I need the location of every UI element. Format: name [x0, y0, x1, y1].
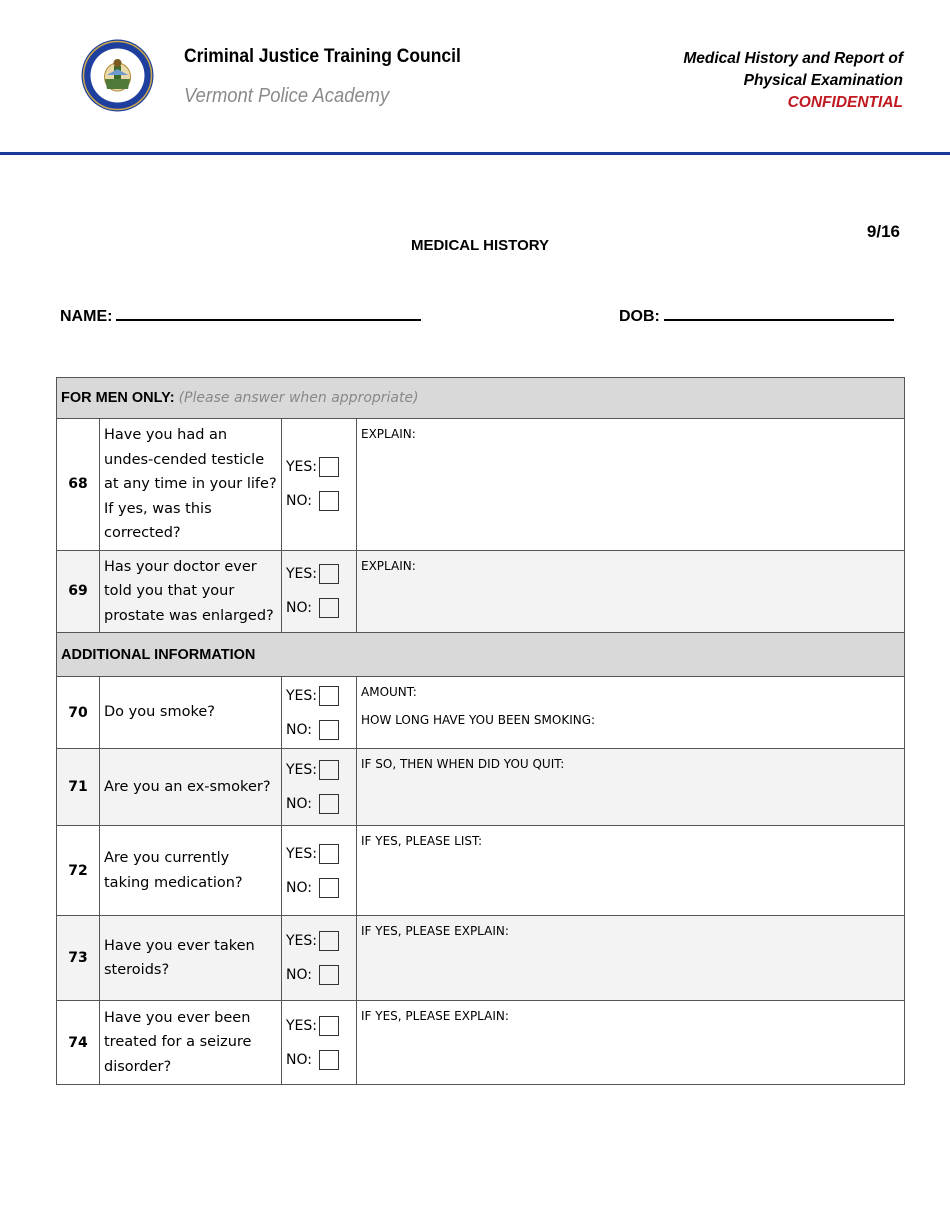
- yes-no-choices: [282, 677, 357, 749]
- question-text: Have you had an undes-cended testicle at any time in your life? If yes, was this corrected?: [100, 419, 282, 551]
- yes-no-choices: [282, 550, 357, 633]
- no-label: NO:: [286, 600, 312, 617]
- question-row-72: [57, 826, 905, 916]
- document-title-line-2: Physical Examination: [743, 72, 903, 89]
- yes-checkbox[interactable]: [319, 1016, 339, 1036]
- explain-label: IF YES, PLEASE EXPLAIN:: [361, 1009, 509, 1023]
- no-checkbox[interactable]: [319, 720, 339, 740]
- question-row-74: [57, 1001, 905, 1085]
- men-only-note: (Please answer when appropriate): [178, 390, 419, 406]
- explain-field[interactable]: [357, 916, 905, 1001]
- question-number: 72: [57, 826, 100, 916]
- yes-checkbox[interactable]: [319, 760, 339, 780]
- question-text: Have you ever taken steroids?: [100, 916, 282, 1001]
- explain-label: EXPLAIN:: [361, 427, 416, 441]
- no-checkbox[interactable]: [319, 965, 339, 985]
- dob-label: DOB:: [619, 308, 660, 325]
- page-number: 9/16: [866, 222, 900, 241]
- smoking-duration-label: HOW LONG HAVE YOU BEEN SMOKING:: [361, 713, 596, 727]
- no-checkbox[interactable]: [319, 878, 339, 898]
- additional-info-header: ADDITIONAL INFORMATION: [61, 646, 256, 663]
- question-text: Have you ever been treated for a seizure disorder?: [100, 1001, 282, 1085]
- yes-checkbox[interactable]: [319, 457, 339, 477]
- yes-no-choices: [282, 916, 357, 1001]
- yes-label: YES:: [286, 566, 318, 583]
- question-text: Are you an ex-smoker?: [100, 749, 282, 826]
- name-label: NAME:: [60, 308, 113, 325]
- explain-field[interactable]: [357, 677, 905, 749]
- question-text: Has your doctor ever told you that your prostate was enlarged?: [100, 550, 282, 633]
- question-row-69: [57, 550, 905, 633]
- vermont-seal-logo: [81, 39, 154, 112]
- question-row-71: [57, 749, 905, 826]
- yes-checkbox[interactable]: [319, 844, 339, 864]
- explain-label: IF SO, THEN WHEN DID YOU QUIT:: [361, 757, 565, 771]
- yes-label: YES:: [286, 933, 318, 949]
- explain-field[interactable]: [357, 826, 905, 916]
- yes-no-choices: [282, 749, 357, 826]
- header-divider: [0, 152, 950, 155]
- men-only-header-row: [57, 378, 905, 419]
- explain-label: IF YES, PLEASE LIST:: [361, 834, 483, 848]
- document-title-line-1: Medical History and Report of: [683, 50, 903, 67]
- explain-field[interactable]: [357, 550, 905, 633]
- explain-label: IF YES, PLEASE EXPLAIN:: [361, 924, 509, 938]
- no-checkbox[interactable]: [319, 1050, 339, 1070]
- question-number: 71: [57, 749, 100, 826]
- yes-no-choices: [282, 419, 357, 551]
- amount-label: AMOUNT:: [361, 685, 417, 699]
- yes-checkbox[interactable]: [319, 564, 339, 584]
- no-label: NO:: [286, 493, 312, 510]
- organization-title: Criminal Justice Training Council: [184, 46, 461, 67]
- no-label: NO:: [286, 1051, 312, 1068]
- explain-field[interactable]: [357, 1001, 905, 1085]
- yes-label: YES:: [286, 687, 318, 704]
- document-title: [683, 48, 903, 114]
- men-only-header: FOR MEN ONLY:: [61, 390, 175, 406]
- yes-checkbox[interactable]: [319, 686, 339, 706]
- section-title: MEDICAL HISTORY: [410, 237, 550, 254]
- no-checkbox[interactable]: [319, 794, 339, 814]
- no-label: NO:: [286, 796, 312, 812]
- question-number: 74: [57, 1001, 100, 1085]
- yes-label: YES:: [286, 1017, 318, 1034]
- no-label: NO:: [286, 721, 312, 738]
- confidential-label: CONFIDENTIAL: [787, 94, 903, 111]
- name-field: [60, 305, 421, 326]
- no-label: NO:: [286, 879, 312, 896]
- question-number: 68: [57, 419, 100, 551]
- question-row-70: [57, 677, 905, 749]
- question-number: 70: [57, 677, 100, 749]
- question-number: 69: [57, 550, 100, 633]
- explain-field[interactable]: [357, 419, 905, 551]
- dob-input-line[interactable]: [664, 305, 894, 321]
- yes-no-choices: [282, 1001, 357, 1085]
- yes-no-choices: [282, 826, 357, 916]
- no-checkbox[interactable]: [319, 491, 339, 511]
- medical-history-table: [56, 377, 905, 1085]
- yes-label: YES:: [286, 845, 318, 862]
- no-checkbox[interactable]: [319, 598, 339, 618]
- explain-label: EXPLAIN:: [361, 558, 416, 573]
- no-label: NO:: [286, 967, 312, 983]
- question-row-73: [57, 916, 905, 1001]
- yes-label: YES:: [286, 762, 318, 778]
- additional-info-header-row: [57, 633, 905, 677]
- question-text: Are you currently taking medication?: [100, 826, 282, 916]
- dob-field: [619, 305, 894, 326]
- organization-subtitle: Vermont Police Academy: [184, 85, 390, 107]
- question-text: Do you smoke?: [100, 677, 282, 749]
- question-number: 73: [57, 916, 100, 1001]
- question-row-68: [57, 419, 905, 551]
- yes-label: YES:: [286, 459, 318, 476]
- explain-field[interactable]: [357, 749, 905, 826]
- yes-checkbox[interactable]: [319, 931, 339, 951]
- name-input-line[interactable]: [116, 305, 421, 321]
